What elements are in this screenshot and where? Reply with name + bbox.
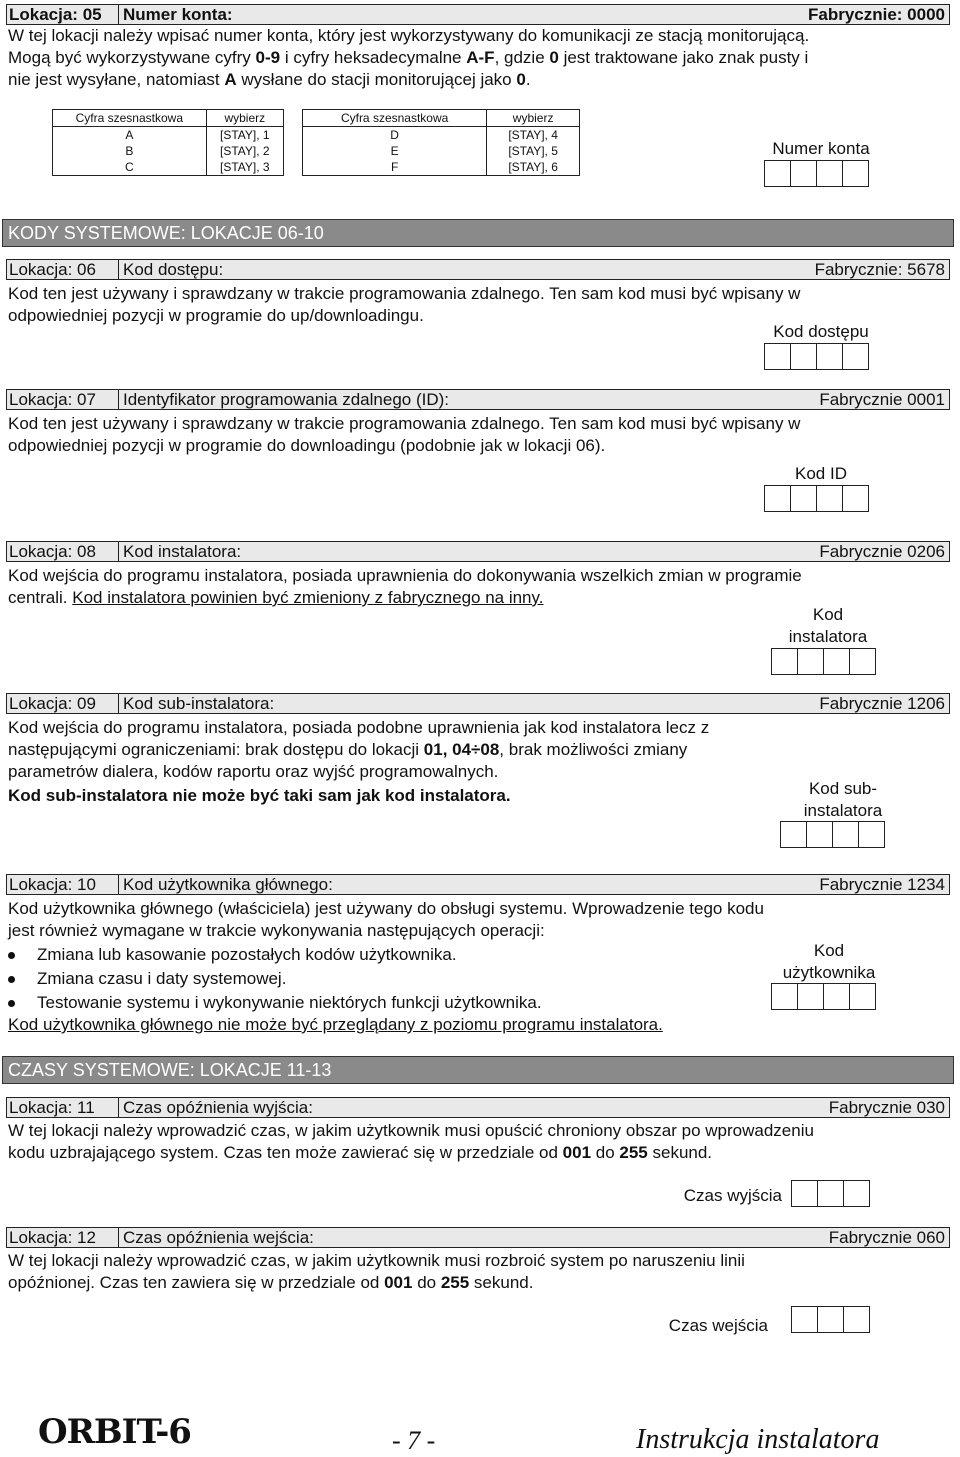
access-code-label: Kod dostępu: [773, 322, 869, 341]
location-10-note: Kod użytkownika głównego nie może być przeglądany z poziomu programu instalatora.: [8, 1015, 663, 1034]
location-08-header: [6, 541, 950, 562]
location-number: Lokacja: 11: [7, 1098, 119, 1117]
location-12-line2: opóźnionej. Czas ten zawiera się w przedziale od 001 do 255 sekund.: [8, 1273, 534, 1292]
location-name: Identyfikator programowania zdalnego (ID):: [123, 390, 449, 409]
factory-default: Fabrycznie: 5678: [814, 260, 945, 279]
entry-time-label: Czas wejścia: [668, 1316, 768, 1335]
account-number-boxes[interactable]: [765, 160, 869, 187]
location-name: Kod użytkownika głównego:: [123, 875, 333, 894]
installer-code-label: Kod instalatora: [788, 605, 868, 646]
hex-table-left: Cyfra szesnastkowa wybierz A [STAY], 1 B [STAY], 2 C [STAY], 3: [52, 109, 284, 176]
location-07-line2: odpowiedniej pozycji w programie do downloadingu (podobnie jak w lokacji 06).: [8, 436, 606, 455]
location-05-header: [6, 4, 950, 25]
location-11-header: [6, 1097, 950, 1118]
location-06-line1: Kod ten jest używany i sprawdzany w trakcie programowania zdalnego. Ten sam kod musi być wpisany w: [8, 284, 801, 303]
location-name: Kod instalatora:: [123, 542, 242, 561]
id-code-boxes[interactable]: [765, 485, 869, 512]
location-12-line1: W tej lokacji należy wprowadzić czas, w jakim użytkownik musi rozbroić system po naruszeniu linii: [8, 1251, 745, 1270]
access-code-boxes[interactable]: [765, 343, 869, 370]
factory-default: Fabrycznie 0206: [819, 542, 945, 561]
sub-installer-code-boxes[interactable]: [781, 821, 885, 848]
master-code-label: Kod użytkownika: [782, 941, 876, 982]
installer-code-boxes[interactable]: [772, 648, 876, 675]
location-07-header: [6, 389, 950, 410]
factory-default: Fabrycznie 060: [828, 1228, 945, 1247]
section-header-system-times: CZASY SYSTEMOWE: LOKACJE 11-13: [2, 1056, 954, 1084]
location-05-line3: nie jest wysyłane, natomiast A wysłane do stacji monitorującej jako 0.: [8, 70, 531, 89]
location-09-line3: parametrów dialera, kodów raportu oraz wyjść programowalnych.: [8, 762, 499, 781]
table-header: Cyfra szesnastkowa: [53, 110, 207, 127]
location-11-line1: W tej lokacji należy wprowadzić czas, w jakim użytkownik musi opuścić chroniony obszar po wprowadzeniu: [8, 1121, 814, 1140]
location-11-line2: kodu uzbrajającego system. Czas ten może zawierać się w przedziale od 001 do 255 sekund.: [8, 1143, 713, 1162]
id-code-label: Kod ID: [795, 464, 847, 483]
location-09-header: [6, 693, 950, 714]
location-number: Lokacja: 07: [7, 390, 119, 409]
location-number: Lokacja: 12: [7, 1228, 119, 1247]
bullet-icon: [8, 952, 15, 959]
entry-time-boxes[interactable]: [792, 1306, 870, 1333]
document-title: Instrukcja instalatora: [636, 1424, 880, 1455]
location-06-line2: odpowiedniej pozycji w programie do up/downloadingu.: [8, 306, 424, 325]
section-header-system-codes: KODY SYSTEMOWE: LOKACJE 06-10: [2, 219, 954, 247]
list-item: Zmiana lub kasowanie pozostałych kodów użytkownika.: [8, 944, 457, 966]
location-06-header: [6, 259, 950, 280]
location-name: Czas opóźnienia wejścia:: [123, 1228, 314, 1247]
factory-default: Fabrycznie 0001: [819, 390, 945, 409]
location-name: Czas opóźnienia wyjścia:: [123, 1098, 313, 1117]
location-10-line2: jest również wymagane w trakcie wykonywania następujących operacji:: [8, 921, 545, 940]
exit-time-boxes[interactable]: [792, 1180, 870, 1207]
sub-installer-code-label: Kod sub- instalatora: [803, 779, 883, 820]
master-code-boxes[interactable]: [772, 983, 876, 1010]
bullet-icon: [8, 1000, 15, 1007]
location-name: Numer konta:: [123, 5, 233, 24]
location-09-line4: Kod sub-instalatora nie może być taki sam jak kod instalatora.: [8, 786, 511, 805]
location-09-line2: następującymi ograniczeniami: brak dostępu do lokacji 01, 04÷08, brak możliwości zmiany: [8, 740, 688, 759]
list-item: Testowanie systemu i wykonywanie niektórych funkcji użytkownika.: [8, 992, 542, 1014]
orbit-logo: ORBIT-6: [38, 1412, 191, 1452]
location-12-header: [6, 1227, 950, 1248]
location-07-line1: Kod ten jest używany i sprawdzany w trakcie programowania zdalnego. Ten sam kod musi być wpisany w: [8, 414, 801, 433]
location-number: Lokacja: 08: [7, 542, 119, 561]
exit-time-label: Czas wyjścia: [683, 1186, 782, 1205]
table-header: Cyfra szesnastkowa: [303, 110, 487, 127]
factory-default: Fabrycznie 030: [828, 1098, 945, 1117]
location-name: Kod dostępu:: [123, 260, 224, 279]
page-number: - 7 -: [392, 1426, 436, 1455]
location-10-header: [6, 874, 950, 895]
location-name: Kod sub-instalatora:: [123, 694, 275, 713]
location-10-line1: Kod użytkownika głównego (właściciela) jest używany do obsługi systemu. Wprowadzenie tego kodu: [8, 899, 764, 918]
location-05-line1: W tej lokacji należy wpisać numer konta, który jest wykorzystywany do komunikacji ze stacją monitorującą.: [8, 26, 810, 45]
factory-default: Fabrycznie 1234: [819, 875, 945, 894]
account-number-label: Numer konta: [772, 139, 870, 158]
bullet-icon: [8, 976, 15, 983]
factory-default: Fabrycznie: 0000: [807, 5, 945, 24]
table-header: wybierz: [206, 110, 283, 127]
location-number: Lokacja: 10: [7, 875, 119, 894]
location-number: Lokacja: 06: [7, 260, 119, 279]
location-08-line2: centrali. Kod instalatora powinien być zmieniony z fabrycznego na inny.: [8, 588, 544, 607]
factory-default: Fabrycznie 1206: [819, 694, 945, 713]
table-header: wybierz: [487, 110, 580, 127]
hex-table-right: Cyfra szesnastkowa wybierz D [STAY], 4 E [STAY], 5 F [STAY], 6: [302, 109, 580, 176]
location-05-line2: Mogą być wykorzystywane cyfry 0-9 i cyfry heksadecymalne A-F, gdzie 0 jest traktowane jako znak pusty i: [8, 48, 809, 67]
location-number: Lokacja: 05: [7, 5, 119, 24]
location-08-line1: Kod wejścia do programu instalatora, posiada uprawnienia do dokonywania wszelkich zmian w programie: [8, 566, 802, 585]
location-09-line1: Kod wejścia do programu instalatora, posiada podobne uprawnienia jak kod instalatora lecz z: [8, 718, 710, 737]
list-item: Zmiana czasu i daty systemowej.: [8, 968, 286, 990]
location-number: Lokacja: 09: [7, 694, 119, 713]
